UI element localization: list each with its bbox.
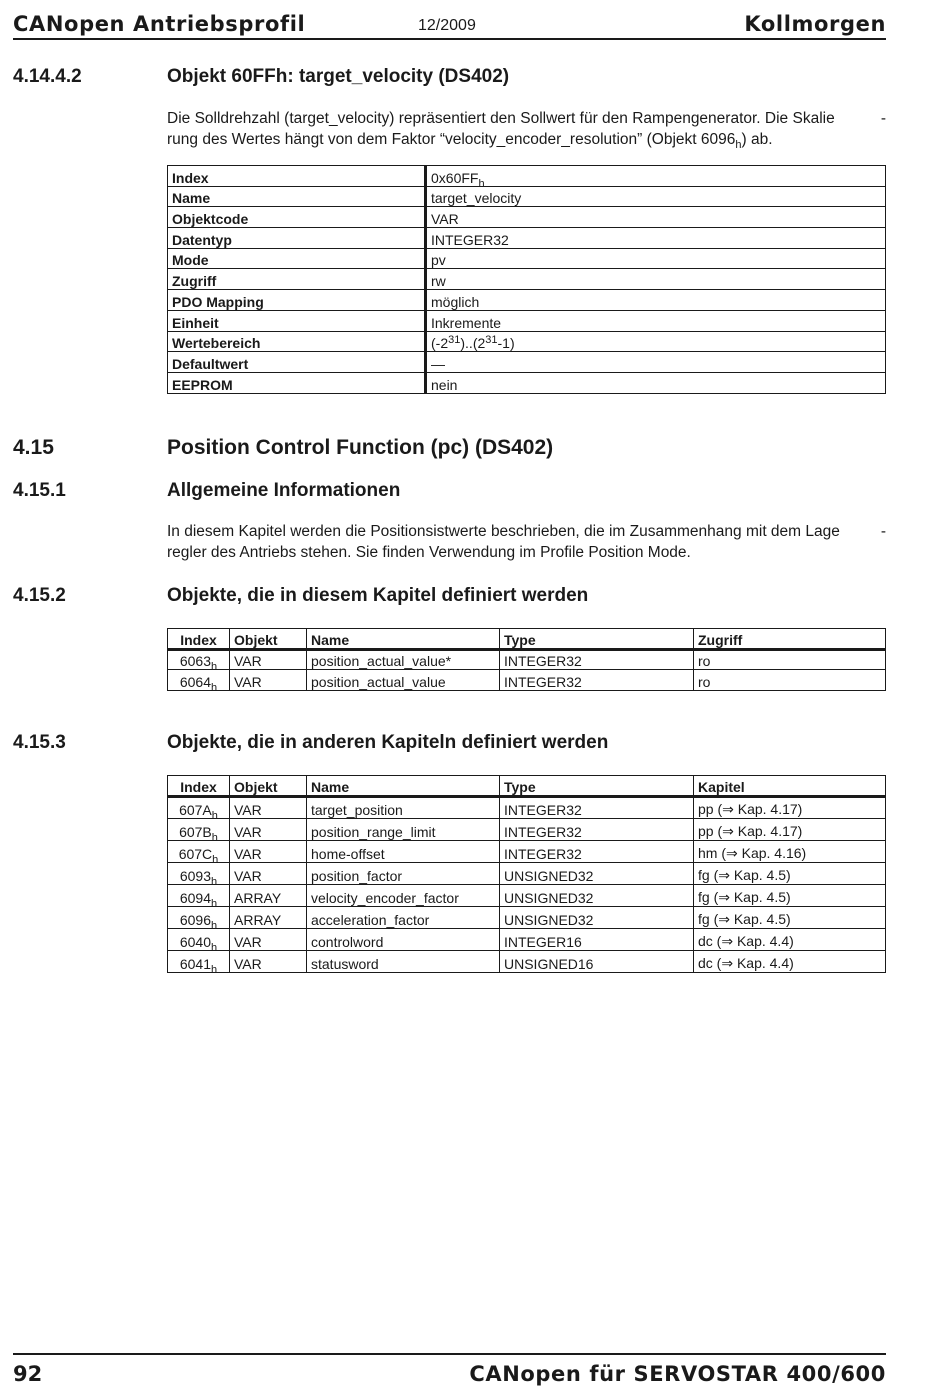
section-title: Objekt 60FFh: target_velocity (DS402) [167, 66, 510, 87]
table-header-row: Index Objekt Name Type Zugriff [168, 629, 886, 650]
header-brand: Kollmorgen [744, 12, 886, 36]
paragraph-general-info: In diesem Kapitel werden die Positionsistwerte beschrieben, die im Zusammenhang mit dem Lage - regler des Antriebs stehen. Sie finden Verwendung im Profile Position Mode. [167, 523, 886, 561]
table-row: $6064_h$ VAR position_actual_value INTEGER32 ro [168, 670, 886, 691]
table-row: PDO Mapping möglich [168, 290, 886, 311]
objects-defined-table [167, 628, 886, 695]
paragraph-target-velocity: Die Solldrehzahl (target_velocity) repräsentiert den Sollwert für den Rampengenerator. Die Skalie - rung des Wertes hängt von dem Faktor “velocity_encoder_resolution” (Objekt $6096_h$) ab. [167, 110, 886, 151]
table-row: Datentyp INTEGER32 [168, 228, 886, 249]
header-title: CANopen Antriebsprofil [13, 12, 306, 36]
page-footer [13, 1353, 886, 1393]
table-row: Mode pv [168, 248, 886, 269]
section-number: 4.15.2 [13, 585, 66, 606]
table-row: $607C_h$ VAR home-offset INTEGER32 hm (⇒ Kap. 4.16) [168, 840, 886, 862]
table-row: $607A_h$ VAR target_position INTEGER32 pp (⇒ Kap. 4.17) [168, 796, 886, 818]
section-number: 4.15.1 [13, 480, 66, 501]
section-number: 4.15.3 [13, 732, 66, 753]
table-row: EEPROM nein [168, 372, 886, 393]
table-row: Defaultwert — [168, 352, 886, 373]
table-row: $6040_h$ VAR controlword INTEGER16 dc (⇒ Kap. 4.4) [168, 928, 886, 950]
table-row: $6041_h$ VAR statusword UNSIGNED16 dc (⇒ Kap. 4.4) [168, 950, 886, 972]
section-title: Position Control Function (pc) (DS402) [167, 436, 554, 459]
objects-other-chapters-table [167, 775, 886, 976]
table-row: Wertebereich $(-2^{31})..(2^{31}-1)$ [168, 331, 886, 352]
section-number: 4.14.4.2 [13, 66, 82, 87]
section-title: Objekte, die in anderen Kapiteln definiert werden [167, 732, 609, 753]
page-number: 92 [13, 1362, 43, 1386]
table-row: $6094_h$ ARRAY velocity_encoder_factor UNSIGNED32 fg (⇒ Kap. 4.5) [168, 884, 886, 906]
table-row: Index $0x60FF_h$ [168, 166, 886, 187]
table-header-row: Index Objekt Name Type Kapitel [168, 776, 886, 797]
table-row: $6093_h$ VAR position_factor UNSIGNED32 fg (⇒ Kap. 4.5) [168, 862, 886, 884]
table-row: Name target_velocity [168, 186, 886, 207]
page-header [13, 10, 886, 40]
table-row: $607B_h$ VAR position_range_limit INTEGER32 pp (⇒ Kap. 4.17) [168, 818, 886, 840]
section-title: Objekte, die in diesem Kapitel definiert werden [167, 585, 589, 606]
footer-title: CANopen für SERVOSTAR 400/600 [469, 1362, 886, 1386]
table-row: $6096_h$ ARRAY acceleration_factor UNSIGNED32 fg (⇒ Kap. 4.5) [168, 906, 886, 928]
table-row: Objektcode VAR [168, 207, 886, 228]
section-title: Allgemeine Informationen [167, 480, 401, 501]
table-row: $6063_h$ VAR position_actual_value* INTEGER32 ro [168, 649, 886, 670]
table-row: Zugriff rw [168, 269, 886, 290]
object-table-60ff [167, 165, 886, 394]
header-date: 12/2009 [418, 17, 476, 34]
section-number: 4.15 [13, 436, 54, 459]
table-row: Einheit Inkremente [168, 310, 886, 331]
